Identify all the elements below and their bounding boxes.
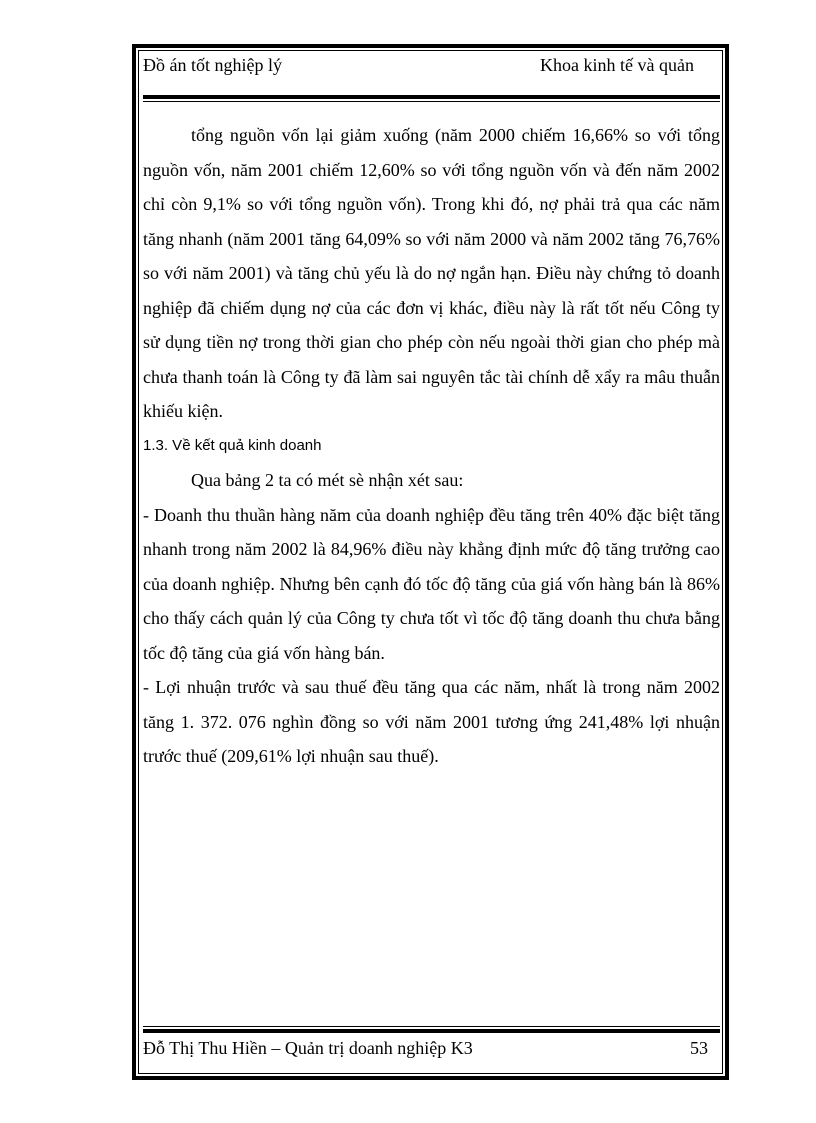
header-rule-thin xyxy=(143,101,720,102)
header-right: Khoa kinh tế và quản xyxy=(540,55,694,75)
footer-rule-thin xyxy=(143,1026,720,1027)
paragraph-1: tổng nguồn vốn lại giảm xuống (năm 2000 chiếm 16,66% so với tổng nguồn vốn, năm 2001 chiếm 12,60% so với tổng nguồn vốn và đến năm 2002 chỉ còn 9,1% so với tổng nguồn vốn). Trong khi đó, nợ phải trả qua các năm tăng nhanh (năm 2001 tăng 64,09% so với năm 2000 và năm 2002 tăng 76,76% so với năm 2001) và tăng chủ yếu là do nợ ngắn hạn. Điều này chứng tỏ doanh nghiệp đã chiếm dụng nợ của các đơn vị khác, điều này là rất tốt nếu Công ty sử dụng tiền nợ trong thời gian cho phép còn nếu ngoài thời gian cho phép mà chưa thanh toán là Công ty đã làm sai nguyên tắc tài chính dễ xẩy ra mâu thuẫn khiếu kiện. xyxy=(143,125,720,421)
paragraph-4: - Lợi nhuận trước và sau thuế đều tăng qua các năm, nhất là trong năm 2002 tăng 1. 372. 076 nghìn đồng so với năm 2001 tương ứng 241,48% lợi nhuận trước thuế (209,61% lợi nhuận sau thuế). xyxy=(143,677,720,766)
page-number: 53 xyxy=(690,1038,708,1058)
body-text xyxy=(143,118,720,774)
footer-author: Đỗ Thị Thu Hiền – Quản trị doanh nghiệp K3 xyxy=(143,1038,473,1058)
footer-rule-thick xyxy=(143,1029,720,1033)
section-heading: 1.3. Về kết quả kinh doanh xyxy=(143,436,322,454)
header-rule-thick xyxy=(143,95,720,99)
header-left: Đồ án tốt nghiệp lý xyxy=(143,55,282,75)
paragraph-3: - Doanh thu thuần hàng năm của doanh nghiệp đều tăng trên 40% đặc biệt tăng nhanh trong năm 2002 là 84,96% điều này khẳng định mức độ tăng trưởng cao của doanh nghiệp. Nhưng bên cạnh đó tốc độ tăng của giá vốn hàng bán là 86% cho thấy cách quản lý của Công ty chưa tốt vì tốc độ tăng doanh thu chưa bằng tốc độ tăng của giá vốn hàng bán. xyxy=(143,504,720,663)
paragraph-2: Qua bảng 2 ta có mét sè nhận xét sau: xyxy=(191,470,464,490)
